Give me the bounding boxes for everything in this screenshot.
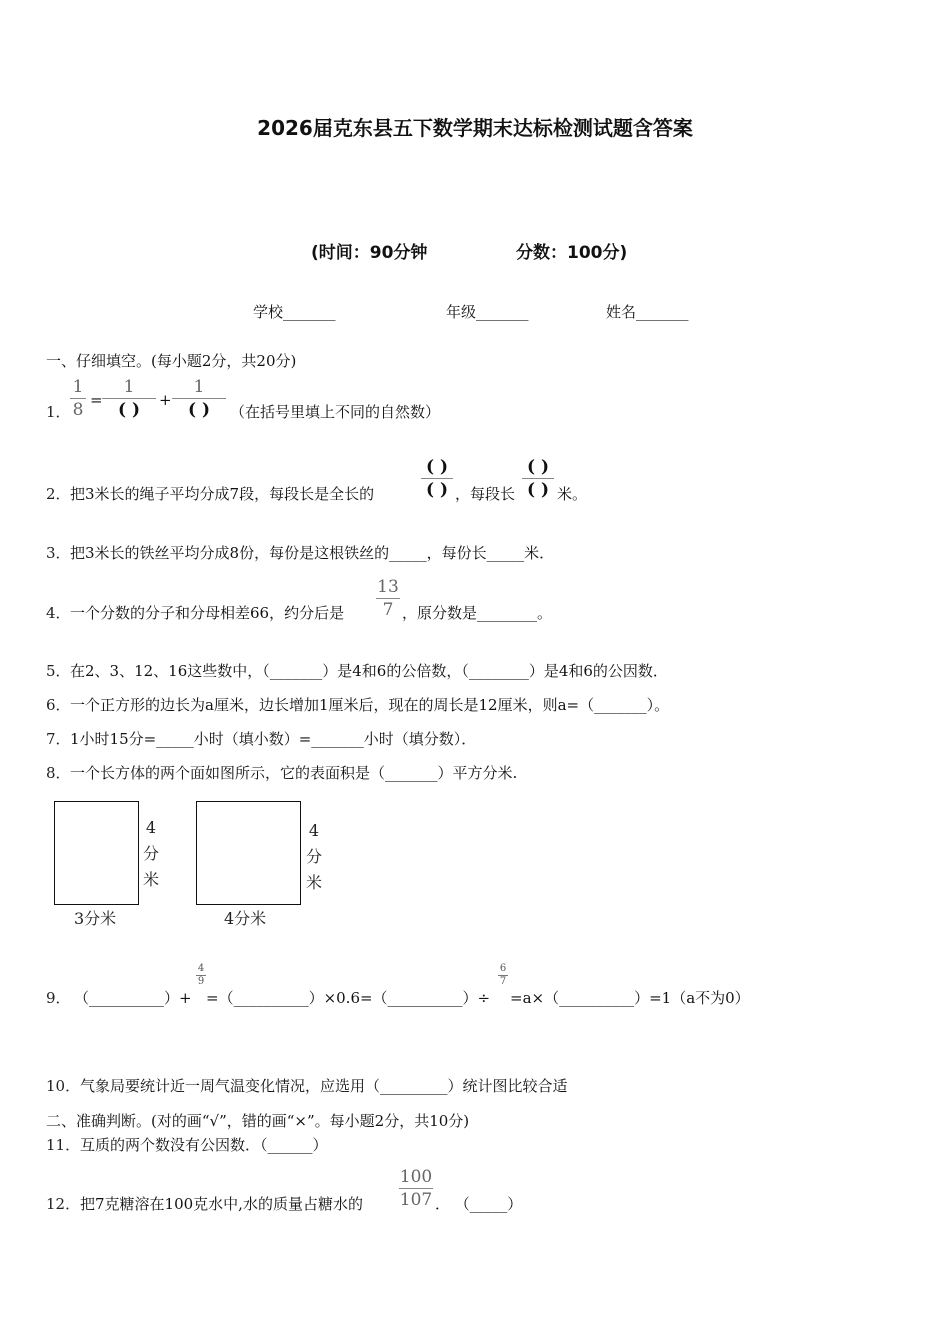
question-text: （__________）+ [74,989,192,1007]
denominator: 7 [382,600,394,620]
question-note: （在括号里填上不同的自然数） [230,403,441,421]
rect2-width-label: 4分米 [224,909,267,928]
question-number: 7． [46,730,71,748]
question-text: 把3米长的铁丝平均分成8份，每份是这根铁丝的_____，每份长_____米． [70,544,555,562]
question-number: 11． [46,1136,81,1154]
denominator-blank: ( ) [187,400,210,420]
denominator: 107 [399,1190,433,1210]
fraction-blank-2 [172,378,226,419]
numerator: 6 [499,963,507,974]
question-text: 把7克糖溶在100克水中,水的质量占糖水的 [80,1195,363,1213]
question-text: 气象局要统计近一周气温变化情况，应选用（_________）统计图比较合适 [80,1077,568,1095]
plus-sign: + [159,391,172,409]
question-number: 9． [46,989,71,1007]
question-number: 8． [46,764,71,782]
denominator: 9 [197,976,205,987]
fraction-6-7 [498,964,508,987]
fraction-13-7 [376,578,400,619]
denominator-blank: ( ) [526,480,549,500]
school-field: 学校_______ [253,303,336,321]
question-number: 1． [46,403,71,421]
grade-field: 年级_______ [446,303,529,321]
question-text: 一个分数的分子和分母相差66，约分后是 [70,604,345,622]
question-number: 3． [46,544,71,562]
section-1-heading: 一、仔细填空。(每小题2分，共20分) [46,352,297,370]
numerator-blank: ( ) [526,457,549,477]
question-number: 12． [46,1195,81,1213]
fraction-100-107 [399,1168,433,1209]
fraction-blank-1 [421,458,453,499]
question-text: 一个长方体的两个面如图所示，它的表面积是（_______）平方分米. [70,764,518,782]
time-label: (时间：90分钟 [311,243,428,263]
numerator-blank: ( ) [425,457,448,477]
question-text: 米。 [557,485,588,503]
question-text: ，每段长 [455,485,516,503]
numerator: 13 [377,577,399,597]
question-text: 一个正方形的边长为a厘米，边长增加1厘米后，现在的周长是12厘米，则a=（_______）。 [70,696,670,714]
fraction-blank-2 [522,458,554,499]
denominator-blank: ( ) [117,400,140,420]
question-text: 把3米长的绳子平均分成7段，每段长是全长的 [70,485,375,503]
question-number: 10． [46,1077,81,1095]
question-text: =（__________）×0.6=（__________）÷ [206,989,491,1007]
denominator-blank: ( ) [425,480,448,500]
rectangle-3x4 [54,801,139,905]
question-number: 5． [46,662,71,680]
section-2-heading: 二、准确判断。(对的画“√”，错的画“×”。每小题2分，共10分) [46,1112,470,1130]
question-text: ． （_____） [435,1195,523,1213]
question-number: 6． [46,696,71,714]
numerator: 4 [197,963,205,974]
name-field: 姓名_______ [606,303,689,321]
question-number: 2． [46,485,71,503]
fraction-4-9 [196,964,206,987]
question-text: 互质的两个数没有公因数．（______） [80,1136,328,1154]
fraction-blank-1 [102,378,156,419]
rect1-height-label: 4 分 米 [142,818,159,889]
question-text: 在2、3、12、16这些数中，（_______）是4和6的公倍数，（________）是4和6的公因数． [70,662,668,680]
score-label: 分数：100分) [516,243,628,263]
equals-sign: = [90,391,103,409]
fraction-1-8 [70,378,86,419]
rectangle-4x4 [196,801,301,905]
rect1-width-label: 3分米 [74,909,117,928]
rect2-height-label: 4 分 米 [305,821,322,892]
numerator: 1 [123,377,135,397]
denominator: 7 [499,976,507,987]
numerator: 1 [193,377,205,397]
question-text: ，原分数是________。 [402,604,553,622]
numerator: 100 [399,1167,433,1187]
question-text: 1小时15分=_____小时（填小数）=_______小时（填分数）． [70,730,477,748]
page-title: 2026届克东县五下数学期末达标检测试题含答案 [257,116,693,140]
question-number: 4． [46,604,71,622]
numerator: 1 [72,377,84,397]
denominator: 8 [72,400,84,420]
question-text: =a×（__________）=1（a不为0） [510,989,750,1007]
